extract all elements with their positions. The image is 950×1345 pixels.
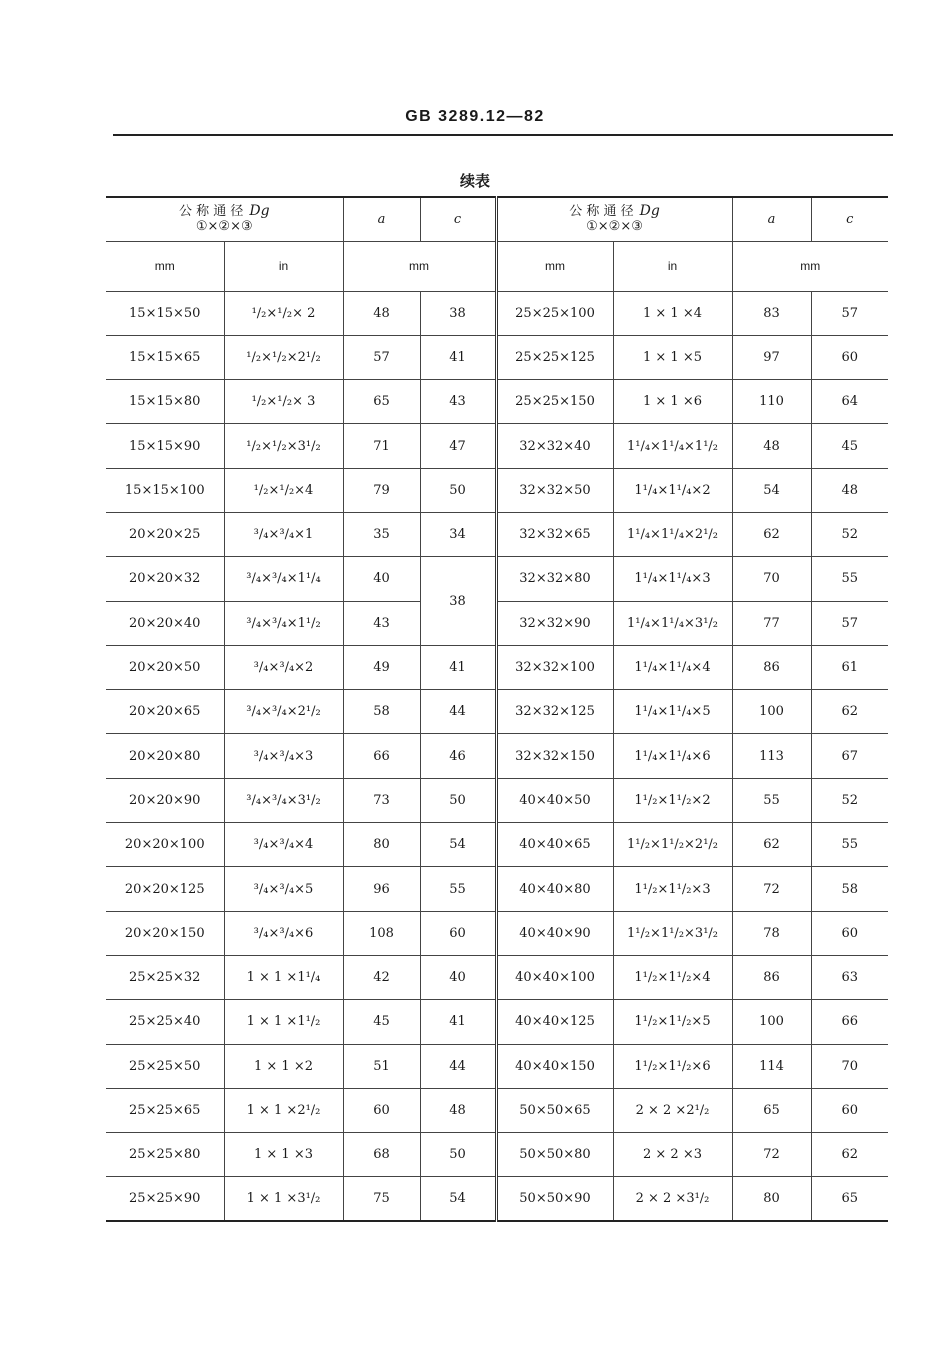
left-size-in: 1 × 1 ×3¹/₂ — [224, 1177, 343, 1221]
col-a-header-right: a — [732, 197, 811, 241]
right-c-value: 60 — [811, 911, 888, 955]
left-size-mm: 25×25×32 — [106, 955, 224, 999]
right-c-value: 60 — [811, 335, 888, 379]
left-size-mm: 20×20×150 — [106, 911, 224, 955]
left-size-in: 1 × 1 ×3 — [224, 1133, 343, 1177]
unit-in-header-right: in — [613, 241, 732, 291]
header-row-units — [106, 241, 888, 291]
right-a-value: 72 — [732, 1133, 811, 1177]
table-row — [106, 1000, 888, 1044]
right-a-value: 114 — [732, 1044, 811, 1088]
left-size-in: 1 × 1 ×2¹/₂ — [224, 1088, 343, 1132]
right-size-mm: 40×40×150 — [496, 1044, 613, 1088]
left-c-value: 50 — [420, 778, 496, 822]
left-size-mm: 20×20×65 — [106, 690, 224, 734]
table-row — [106, 823, 888, 867]
table-row — [106, 734, 888, 778]
right-size-in: 1¹/₂×1¹/₂×2¹/₂ — [613, 823, 732, 867]
left-c-value: 34 — [420, 512, 496, 556]
left-size-in: ³/₄×³/₄×2 — [224, 645, 343, 689]
right-c-value: 62 — [811, 690, 888, 734]
right-size-mm: 50×50×90 — [496, 1177, 613, 1221]
left-size-mm: 20×20×80 — [106, 734, 224, 778]
left-a-value: 48 — [343, 291, 420, 335]
left-size-in: ¹/₂×¹/₂× 2 — [224, 291, 343, 335]
right-c-value: 52 — [811, 512, 888, 556]
right-c-value: 61 — [811, 645, 888, 689]
left-a-value: 75 — [343, 1177, 420, 1221]
left-size-in: ¹/₂×¹/₂×4 — [224, 468, 343, 512]
left-c-value: 48 — [420, 1088, 496, 1132]
right-a-value: 86 — [732, 645, 811, 689]
right-size-mm: 32×32×100 — [496, 645, 613, 689]
size-format: ①×②×③ — [586, 219, 643, 235]
left-size-in: ³/₄×³/₄×5 — [224, 867, 343, 911]
right-c-value: 55 — [811, 823, 888, 867]
left-c-value: 43 — [420, 380, 496, 424]
table-row — [106, 291, 888, 335]
left-a-value: 71 — [343, 424, 420, 468]
right-c-value: 66 — [811, 1000, 888, 1044]
nominal-label: 公 称 通 径 — [569, 204, 634, 220]
right-size-mm: 32×32×125 — [496, 690, 613, 734]
right-size-in: 2 × 2 ×2¹/₂ — [613, 1088, 732, 1132]
left-a-value: 51 — [343, 1044, 420, 1088]
right-a-value: 54 — [732, 468, 811, 512]
left-a-value: 65 — [343, 380, 420, 424]
table-row — [106, 512, 888, 556]
col-c-header-right: c — [811, 197, 888, 241]
right-a-value: 70 — [732, 557, 811, 601]
right-size-mm: 32×32×150 — [496, 734, 613, 778]
table-row — [106, 335, 888, 379]
left-c-value: 44 — [420, 1044, 496, 1088]
table-row — [106, 1133, 888, 1177]
right-a-value: 78 — [732, 911, 811, 955]
right-size-mm: 25×25×150 — [496, 380, 613, 424]
right-a-value: 65 — [732, 1088, 811, 1132]
table-row — [106, 468, 888, 512]
left-size-mm: 25×25×40 — [106, 1000, 224, 1044]
left-size-mm: 20×20×125 — [106, 867, 224, 911]
left-size-mm: 25×25×50 — [106, 1044, 224, 1088]
left-size-mm: 25×25×80 — [106, 1133, 224, 1177]
left-size-in: ¹/₂×¹/₂× 3 — [224, 380, 343, 424]
nominal-diameter-header-right — [496, 197, 732, 241]
left-size-in: ³/₄×³/₄×3¹/₂ — [224, 778, 343, 822]
right-size-mm: 32×32×40 — [496, 424, 613, 468]
right-size-in: 1 × 1 ×6 — [613, 380, 732, 424]
col-c-header-left: c — [420, 197, 496, 241]
unit-mm-header-left: mm — [106, 241, 224, 291]
right-size-in: 1¹/₂×1¹/₂×3 — [613, 867, 732, 911]
right-c-value: 45 — [811, 424, 888, 468]
right-c-value: 58 — [811, 867, 888, 911]
left-a-value: 80 — [343, 823, 420, 867]
right-size-in: 1¹/₄×1¹/₄×3 — [613, 557, 732, 601]
nominal-label: 公 称 通 径 — [178, 204, 244, 220]
left-a-value: 58 — [343, 690, 420, 734]
left-c-value: 44 — [420, 690, 496, 734]
left-a-value: 43 — [343, 601, 420, 645]
right-size-in: 2 × 2 ×3 — [613, 1133, 732, 1177]
header-rule — [113, 134, 893, 136]
col-a-header-left: a — [343, 197, 420, 241]
table-body — [106, 291, 888, 1221]
left-a-value: 49 — [343, 645, 420, 689]
right-size-in: 1¹/₄×1¹/₄×2 — [613, 468, 732, 512]
left-size-mm: 15×15×65 — [106, 335, 224, 379]
right-size-mm: 40×40×125 — [496, 1000, 613, 1044]
right-c-value: 67 — [811, 734, 888, 778]
left-c-value: 50 — [420, 468, 496, 512]
left-c-value: 60 — [420, 911, 496, 955]
left-size-in: ³/₄×³/₄×3 — [224, 734, 343, 778]
left-size-mm: 15×15×90 — [106, 424, 224, 468]
nominal-symbol: Dg — [249, 203, 270, 220]
unit-mm-ac-header-left: mm — [343, 241, 496, 291]
right-c-value: 70 — [811, 1044, 888, 1088]
right-size-in: 1¹/₄×1¹/₄×2¹/₂ — [613, 512, 732, 556]
left-c-value: 38 — [420, 291, 496, 335]
right-size-mm: 32×32×50 — [496, 468, 613, 512]
left-size-in: ³/₄×³/₄×1¹/₂ — [224, 601, 343, 645]
right-a-value: 100 — [732, 690, 811, 734]
right-size-in: 1¹/₂×1¹/₂×3¹/₂ — [613, 911, 732, 955]
left-c-value: 54 — [420, 823, 496, 867]
right-c-value: 57 — [811, 601, 888, 645]
left-size-mm: 25×25×65 — [106, 1088, 224, 1132]
left-a-value: 57 — [343, 335, 420, 379]
right-size-mm: 50×50×65 — [496, 1088, 613, 1132]
left-size-in: 1 × 1 ×2 — [224, 1044, 343, 1088]
left-size-in: ³/₄×³/₄×6 — [224, 911, 343, 955]
unit-mm-header-right: mm — [496, 241, 613, 291]
left-size-mm: 15×15×80 — [106, 380, 224, 424]
table-row — [106, 911, 888, 955]
left-size-mm: 20×20×40 — [106, 601, 224, 645]
left-a-value: 60 — [343, 1088, 420, 1132]
table-row — [106, 867, 888, 911]
left-size-mm: 20×20×50 — [106, 645, 224, 689]
right-a-value: 83 — [732, 291, 811, 335]
table-row — [106, 778, 888, 822]
left-c-value: 50 — [420, 1133, 496, 1177]
left-size-in: ³/₄×³/₄×1¹/₄ — [224, 557, 343, 601]
left-size-mm: 15×15×50 — [106, 291, 224, 335]
right-size-in: 1¹/₂×1¹/₂×2 — [613, 778, 732, 822]
right-c-value: 62 — [811, 1133, 888, 1177]
right-size-mm: 40×40×80 — [496, 867, 613, 911]
right-c-value: 64 — [811, 380, 888, 424]
right-size-in: 2 × 2 ×3¹/₂ — [613, 1177, 732, 1221]
right-size-in: 1¹/₄×1¹/₄×1¹/₂ — [613, 424, 732, 468]
right-a-value: 62 — [732, 823, 811, 867]
right-a-value: 113 — [732, 734, 811, 778]
table-row — [106, 557, 888, 601]
table-caption: 续表 — [459, 172, 490, 190]
unit-in-header-left: in — [224, 241, 343, 291]
right-a-value: 55 — [732, 778, 811, 822]
right-size-in: 1¹/₂×1¹/₂×6 — [613, 1044, 732, 1088]
right-size-mm: 40×40×65 — [496, 823, 613, 867]
table-row — [106, 1177, 888, 1221]
right-a-value: 72 — [732, 867, 811, 911]
left-c-value: 41 — [420, 645, 496, 689]
right-c-value: 60 — [811, 1088, 888, 1132]
right-c-value: 57 — [811, 291, 888, 335]
right-a-value: 80 — [732, 1177, 811, 1221]
right-a-value: 77 — [732, 601, 811, 645]
right-size-mm: 40×40×50 — [496, 778, 613, 822]
left-size-in: ³/₄×³/₄×1 — [224, 512, 343, 556]
table-row — [106, 690, 888, 734]
left-c-value: 55 — [420, 867, 496, 911]
right-size-mm: 50×50×80 — [496, 1133, 613, 1177]
right-size-mm: 25×25×125 — [496, 335, 613, 379]
left-size-mm: 15×15×100 — [106, 468, 224, 512]
right-size-mm: 32×32×80 — [496, 557, 613, 601]
right-size-in: 1¹/₄×1¹/₄×4 — [613, 645, 732, 689]
table-row — [106, 424, 888, 468]
left-c-value: 47 — [420, 424, 496, 468]
right-size-in: 1 × 1 ×5 — [613, 335, 732, 379]
left-size-in: ³/₄×³/₄×2¹/₂ — [224, 690, 343, 734]
left-size-in: 1 × 1 ×1¹/₄ — [224, 955, 343, 999]
left-size-mm: 25×25×90 — [106, 1177, 224, 1221]
nominal-diameter-header-left — [106, 197, 343, 241]
left-size-in: 1 × 1 ×1¹/₂ — [224, 1000, 343, 1044]
right-size-in: 1¹/₄×1¹/₄×3¹/₂ — [613, 601, 732, 645]
right-size-in: 1¹/₂×1¹/₂×4 — [613, 955, 732, 999]
left-size-in: ¹/₂×¹/₂×3¹/₂ — [224, 424, 343, 468]
right-size-mm: 32×32×65 — [496, 512, 613, 556]
right-size-in: 1¹/₄×1¹/₄×6 — [613, 734, 732, 778]
left-a-value: 40 — [343, 557, 420, 601]
left-a-value: 73 — [343, 778, 420, 822]
left-c-value: 41 — [420, 335, 496, 379]
right-size-in: 1¹/₂×1¹/₂×5 — [613, 1000, 732, 1044]
left-a-value: 108 — [343, 911, 420, 955]
table-row — [106, 1088, 888, 1132]
right-size-mm: 32×32×90 — [496, 601, 613, 645]
right-size-in: 1¹/₄×1¹/₄×5 — [613, 690, 732, 734]
left-a-value: 35 — [343, 512, 420, 556]
right-c-value: 52 — [811, 778, 888, 822]
left-c-value: 38 — [420, 557, 496, 646]
left-a-value: 45 — [343, 1000, 420, 1044]
standard-code: GB 3289.12—82 — [405, 108, 545, 125]
right-c-value: 63 — [811, 955, 888, 999]
table-row — [106, 955, 888, 999]
header-row-1 — [106, 197, 888, 241]
right-c-value: 65 — [811, 1177, 888, 1221]
table-row — [106, 601, 888, 645]
left-size-in: ³/₄×³/₄×4 — [224, 823, 343, 867]
dimension-table — [106, 196, 888, 1222]
right-c-value: 48 — [811, 468, 888, 512]
left-a-value: 68 — [343, 1133, 420, 1177]
right-c-value: 55 — [811, 557, 888, 601]
left-a-value: 96 — [343, 867, 420, 911]
left-a-value: 66 — [343, 734, 420, 778]
right-size-in: 1 × 1 ×4 — [613, 291, 732, 335]
right-a-value: 110 — [732, 380, 811, 424]
right-size-mm: 40×40×100 — [496, 955, 613, 999]
right-size-mm: 40×40×90 — [496, 911, 613, 955]
left-size-in: ¹/₂×¹/₂×2¹/₂ — [224, 335, 343, 379]
right-a-value: 97 — [732, 335, 811, 379]
table-row — [106, 1044, 888, 1088]
left-size-mm: 20×20×32 — [106, 557, 224, 601]
size-format: ①×②×③ — [195, 219, 253, 235]
right-size-mm: 25×25×100 — [496, 291, 613, 335]
right-a-value: 62 — [732, 512, 811, 556]
left-size-mm: 20×20×90 — [106, 778, 224, 822]
left-c-value: 41 — [420, 1000, 496, 1044]
left-a-value: 42 — [343, 955, 420, 999]
left-c-value: 46 — [420, 734, 496, 778]
left-size-mm: 20×20×100 — [106, 823, 224, 867]
right-a-value: 48 — [732, 424, 811, 468]
left-a-value: 79 — [343, 468, 420, 512]
left-c-value: 54 — [420, 1177, 496, 1221]
right-a-value: 86 — [732, 955, 811, 999]
left-size-mm: 20×20×25 — [106, 512, 224, 556]
left-c-value: 40 — [420, 955, 496, 999]
table-row — [106, 645, 888, 689]
right-a-value: 100 — [732, 1000, 811, 1044]
unit-mm-ac-header-right: mm — [732, 241, 888, 291]
nominal-symbol: Dg — [639, 203, 660, 220]
table-row — [106, 380, 888, 424]
